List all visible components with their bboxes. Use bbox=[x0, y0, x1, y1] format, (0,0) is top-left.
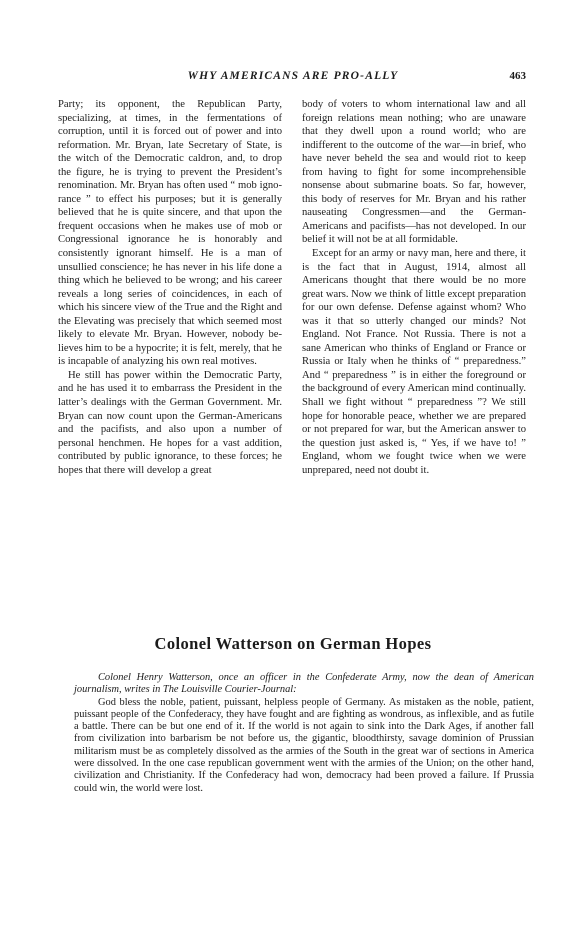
section-body bbox=[74, 672, 534, 795]
right-column bbox=[302, 98, 526, 477]
section-quote: God bless the noble, patient, puissant, helpless people of Germany. As mistaken as the noble, patient, puissant people of the Confederacy, they have fought and are fighting as wondrous, as inflexible, and as futile a battle. There can be but one end of it. If the world is not again to sink into the Dark Ages, if another fall from civilization into barbarism be not before us, the gigantic, bloodthirsty, savage dominion of Prussian militarism must be as completely dissolved as the armies of the South in the great war of sections in America were dissolved. In the one case republican government went with the armies of the Union; on the other hand, civilization and Christianity. If the Confederacy had won, democracy had been proved a failure. If Prussia could win, the world were lost. bbox=[74, 696, 534, 794]
section-intro: Colonel Henry Watterson, once an officer in the Confederate Army, now the dean of American journalism, writes in The Louisville Courier-Journal: bbox=[74, 672, 534, 696]
right-paragraph-1: body of voters to whom international law and all foreign relations mean nothing; who are unaware that they dwell upon a round world; who are indifferent to the outcome of the war—in brief, who have never beheld the sea and would riot to keep from having to fight for some incomprehensible nonsense about submarine boats. So far, however, this body of reserves for Mr. Bryan and his rather nauseating Congressmen—and the German-Americans and pacifists—has not developed. In our belief it will not be at all formidable. bbox=[302, 99, 526, 246]
running-header bbox=[60, 70, 526, 86]
left-paragraph-1: Party; its opponent, the Republican Party, specializing, at times, in the fermentations of corruption, until it is forced out of power and into reformation. Mr. Bryan, late Secretary of State, is the witch of the Democratic caldron, and, to drop the figure, he is trying to prevent the President’s renomination. Mr. Bryan has often used “ mob ignorance ” to effect his purposes; but it is generally believed that he is quite sincere, and that upon the frequent occasions when he makes use of mob or Congressional ignorance he is honorably and consistently ignorant himself. He is a man of unsullied conscience; he has never in his life done a thing which he believed to be wrong; and his career reveals a long series of coincidences, in each of which his sincere view of the True and the Right and the Elevating was precisely that which seemed most likely to elevate Mr. Bryan. However, nobody believes him to be a hypocrite; it is felt, merely, that he is incapable of analyzing his own real motives. bbox=[58, 99, 282, 368]
page-number: 463 bbox=[509, 70, 526, 82]
left-column bbox=[58, 98, 282, 477]
right-paragraph-2: Except for an army or navy man, here and there, it is the fact that in August, 1914, almost all Americans thought that there would be no more great wars. Now we think of little except preparation for our own defense. Defense against whom? Who was it that so utterly changed our minds? Not England. Not France. Not Russia. There is not a sane American who thinks of England or France or Russia or Italy when he thinks of “ preparedness.” And “ preparedness ” is in either the foreground or the background of every American mind continually. Shall we fight without “ preparedness ”? We still hope for honorable peace, whether we are prepared or not prepared for war, but the American answer to the question just asked is, “ Yes, if we have to! ” England, whom we fought twice when we were unprepared, need not doubt it. bbox=[302, 248, 526, 476]
section-heading: Colonel Watterson on German Hopes bbox=[154, 634, 432, 653]
left-paragraph-2: He still has power within the Democratic Party, and he has used it to embarrass the President in the latter’s dealings with the German Government. Mr. Bryan can now count upon the German-Americans and the pacifists, and also upon a number of personal henchmen. He hopes for a vast addition, contributed by public ignorance, to these forces; he hopes that there will develop a great bbox=[58, 369, 282, 476]
running-title: WHY AMERICANS ARE PRO-ALLY bbox=[187, 70, 399, 82]
